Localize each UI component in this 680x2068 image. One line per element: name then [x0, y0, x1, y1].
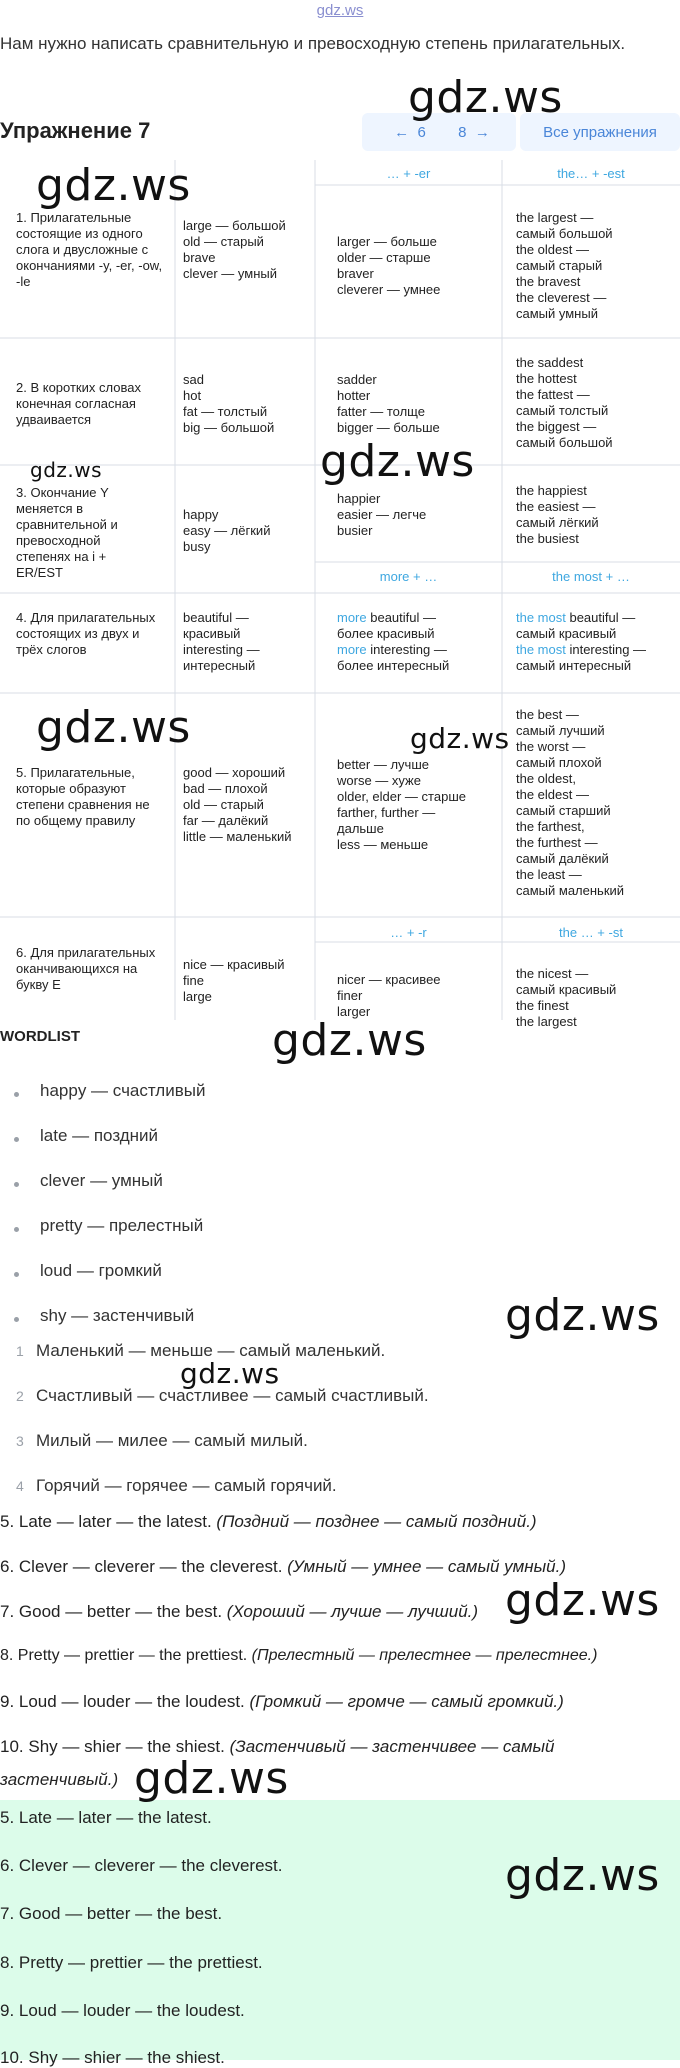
base-word: интересный — [183, 658, 256, 673]
header-superlative-est: the… + -est — [557, 166, 625, 181]
arrow-left-icon: ← — [394, 123, 410, 141]
comparative-word: older — старше — [337, 250, 431, 265]
base-cell — [183, 765, 313, 845]
comparative-word: fatter — толще — [337, 404, 425, 419]
superlative-word: the oldest — — [516, 242, 589, 257]
comparative-word: farther, further — — [337, 805, 436, 820]
numbered-item — [16, 1476, 337, 1496]
base-cell — [183, 507, 313, 555]
comparative-word: bigger — больше — [337, 420, 440, 435]
header-superlative-most: the most + … — [552, 569, 630, 584]
bullet-icon — [14, 1137, 19, 1142]
superlative-word: the furthest — — [516, 835, 598, 850]
prev-exercise-number: 6 — [417, 123, 426, 141]
watermark: gdz.ws — [134, 1753, 289, 1804]
superlative-word: самый толстый — [516, 403, 609, 418]
comparative-word: larger — [337, 1004, 371, 1019]
header-comparative-er: … + -er — [386, 166, 431, 181]
base-cell — [183, 957, 313, 1005]
superlative-word: самый красивый — [516, 626, 617, 641]
base-word: brave — [183, 250, 216, 265]
superlative-word: самый старый — [516, 258, 603, 273]
rule-cell: 1. Прилагательные состоящие из одного слога и двусложные с окончаниями -y, -er, -ow, -le — [16, 210, 163, 289]
header-superlative-st: the … + -st — [559, 925, 623, 940]
comparative-word: busier — [337, 523, 373, 538]
arrow-right-icon: → — [474, 123, 490, 141]
numbered-item — [16, 1431, 308, 1451]
translation: застенчивый.) — [0, 1770, 119, 1789]
bullet-icon — [14, 1227, 19, 1232]
answer-line: 6. Clever — cleverer — the cleverest. — [0, 1856, 283, 1875]
sentence-line — [0, 1647, 597, 1665]
comparative-word: finer — [337, 988, 363, 1003]
base-word: clever — умный — [183, 266, 277, 281]
translation: (Поздний — позднее — самый поздний.) — [216, 1512, 537, 1531]
comparative-word: braver — [337, 266, 374, 281]
base-word: bad — плохой — [183, 781, 268, 796]
sentence: 6. Clever — cleverer — the cleverest. — [0, 1557, 283, 1576]
superlative-cell — [516, 210, 676, 322]
comparative-cell — [337, 610, 497, 674]
base-word: good — хороший — [183, 765, 286, 780]
item-text: Горячий — горячее — самый горячий. — [36, 1476, 337, 1495]
translation: (Застенчивый — застенчивее — самый — [229, 1737, 555, 1756]
base-word: far — далёкий — [183, 813, 269, 828]
superlative-word: the hottest — [516, 371, 577, 386]
base-word: sad — [183, 372, 204, 387]
bullet-icon — [14, 1272, 19, 1277]
watermark: gdz.ws — [36, 160, 191, 211]
sentence: 8. Pretty — prettier — the prettiest. — [0, 1647, 248, 1664]
sentence-line-continued — [0, 1770, 118, 1790]
watermark: gdz.ws — [505, 1575, 660, 1626]
comparative-word: easier — легче — [337, 507, 427, 522]
translation: (Умный — умнее — самый умный.) — [287, 1557, 566, 1576]
superlative-word: the nicest — — [516, 966, 589, 981]
comparative-word: hotter — [337, 388, 371, 403]
answer-line: 7. Good — better — the best. — [0, 1904, 223, 1923]
sentence: 5. Late — later — the latest. — [0, 1512, 212, 1531]
superlative-word: самый старший — [516, 803, 611, 818]
superlative-word: the eldest — — [516, 787, 589, 802]
superlative-word: the finest — [516, 998, 569, 1013]
bullet-icon — [14, 1182, 19, 1187]
answer-line: 9. Loud — louder — the loudest. — [0, 2001, 245, 2020]
superlative-word: самый далёкий — [516, 851, 609, 866]
base-cell — [183, 218, 313, 282]
comparative-word: happier — [337, 491, 381, 506]
base-word: large — [183, 989, 212, 1004]
bullet-icon — [14, 1092, 19, 1097]
comparative-cell — [337, 972, 497, 1020]
superlative-word: самый лучший — [516, 723, 605, 738]
item-number: 2 — [16, 1388, 24, 1404]
all-exercises-label: Все упражнения — [543, 123, 657, 141]
comparative-word: more beautiful — — [337, 610, 436, 625]
item-text: Счастливый — счастливее — самый счастливый. — [36, 1386, 429, 1405]
superlative-word: самый плохой — [516, 755, 602, 770]
superlative-word: the easiest — — [516, 499, 596, 514]
sentence-line — [0, 1602, 478, 1622]
base-word: big — большой — [183, 420, 275, 435]
base-word: hot — [183, 388, 202, 403]
superlative-word: the bravest — [516, 274, 581, 289]
sentence-line — [0, 1557, 566, 1577]
base-word: nice — красивый — [183, 957, 285, 972]
superlative-word: the most beautiful — — [516, 610, 636, 625]
comparative-word: nicer — красивее — [337, 972, 441, 987]
base-word: beautiful — — [183, 610, 249, 625]
item-text: Милый — милее — самый милый. — [36, 1431, 308, 1450]
superlative-cell — [516, 610, 678, 674]
answer-line: 8. Pretty — prettier — the prettiest. — [0, 1953, 263, 1972]
sentence: 9. Loud — louder — the loudest. — [0, 1692, 245, 1711]
superlative-cell — [516, 483, 676, 547]
watermark: gdz.ws — [30, 458, 103, 482]
item-number: 4 — [16, 1478, 24, 1494]
superlative-word: the best — — [516, 707, 579, 722]
comparative-word: worse — хуже — [337, 773, 421, 788]
base-cell — [183, 372, 313, 436]
base-word: easy — лёгкий — [183, 523, 271, 538]
superlative-word: the farthest, — [516, 819, 585, 834]
rule-cell: 4. Для прилагательных состоящих из двух и трёх слогов — [16, 610, 156, 657]
watermark: gdz.ws — [320, 436, 475, 487]
superlative-word: the cleverest — — [516, 290, 607, 305]
translation: (Прелестный — прелестнее — прелестнее.) — [251, 1647, 598, 1664]
translation: (Громкий — громче — самый громкий.) — [249, 1692, 564, 1711]
rule-cell: 3. Окончание Y меняется в сравнительной и превосходной степенях на i + ER/EST — [16, 485, 118, 580]
superlative-word: самый большой — [516, 435, 613, 450]
wordlist-item: loud — громкий — [40, 1261, 162, 1280]
comparative-word: less — меньше — [337, 837, 429, 852]
superlative-cell — [516, 707, 676, 899]
comparative-word: более интересный — [337, 658, 450, 673]
superlative-word: the least — — [516, 867, 582, 882]
sentence-line — [0, 1692, 564, 1712]
answer-block — [0, 1800, 680, 2060]
superlative-word: the largest — [516, 1014, 577, 1029]
wordlist-item: late — поздний — [40, 1126, 159, 1145]
comparative-word: more interesting — — [337, 642, 447, 657]
superlative-word: the largest — — [516, 210, 594, 225]
next-exercise-number: 8 — [458, 123, 467, 141]
sentence: 7. Good — better — the best. — [0, 1602, 223, 1621]
sentence-line — [0, 1512, 537, 1532]
base-word: красивый — [183, 626, 241, 641]
header-comparative-r: … + -r — [390, 925, 427, 940]
site-link[interactable]: gdz.ws — [316, 2, 364, 19]
wordlist-title: WORDLIST — [0, 1028, 80, 1045]
superlative-word: the biggest — — [516, 419, 597, 434]
wordlist-item: clever — умный — [40, 1171, 163, 1190]
base-word: happy — [183, 507, 219, 522]
comparative-word: cleverer — умнее — [337, 282, 441, 297]
watermark: gdz.ws — [36, 702, 191, 753]
superlative-word: the most interesting — — [516, 642, 647, 657]
comparative-cell — [337, 234, 497, 298]
base-word: old — старый — [183, 234, 264, 249]
superlative-cell — [516, 966, 676, 1030]
base-word: large — большой — [183, 218, 286, 233]
base-word: interesting — — [183, 642, 260, 657]
watermark: gdz.ws — [410, 722, 510, 755]
base-word: busy — [183, 539, 211, 554]
answer-line: 10. Shy — shier — the shiest. — [0, 2048, 225, 2067]
superlative-word: самый красивый — [516, 982, 617, 997]
superlative-word: the oldest, — [516, 771, 576, 786]
base-word: fat — толстый — [183, 404, 268, 419]
base-word: little — маленький — [183, 829, 292, 844]
base-word: fine — [183, 973, 204, 988]
superlative-word: самый умный — [516, 306, 598, 321]
exercise-title: Упражнение 7 — [0, 118, 151, 143]
sentence: 10. Shy — shier — the shiest. — [0, 1737, 225, 1756]
item-number: 1 — [16, 1343, 24, 1359]
superlative-word: the fattest — — [516, 387, 590, 402]
comparative-cell — [337, 491, 497, 539]
rule-cell: 6. Для прилагательных оканчивающихся на букву E — [16, 945, 156, 992]
base-word: old — старый — [183, 797, 264, 812]
superlative-word: the worst — — [516, 739, 586, 754]
watermark: gdz.ws — [180, 1357, 280, 1390]
superlative-word: самый интересный — [516, 658, 632, 673]
item-number: 3 — [16, 1433, 24, 1449]
intro-text: Нам нужно написать сравнительную и превосходную степень прилагательных. — [0, 34, 626, 53]
watermark: gdz.ws — [272, 1015, 427, 1066]
wordlist-item: shy — застенчивый — [40, 1306, 195, 1325]
base-cell — [183, 610, 313, 674]
item-text: Маленький — меньше — самый маленький. — [36, 1341, 386, 1360]
watermark: gdz.ws — [505, 1290, 660, 1341]
comparative-cell — [337, 757, 497, 853]
rule-cell: 2. В коротких словах конечная согласная удваивается — [16, 380, 141, 427]
superlative-word: самый лёгкий — [516, 515, 599, 530]
comparative-word: sadder — [337, 372, 377, 387]
watermark: gdz.ws — [505, 1850, 660, 1901]
watermark: gdz.ws — [408, 72, 563, 123]
wordlist-item: pretty — прелестный — [40, 1216, 204, 1235]
comparative-word: более красивый — [337, 626, 435, 641]
comparative-word: дальше — [337, 821, 384, 836]
translation: (Хороший — лучше — лучший.) — [226, 1602, 479, 1621]
comparative-word: better — лучше — [337, 757, 429, 772]
rule-cell: 5. Прилагательные, которые образуют степени сравнения не по общему правилу — [16, 765, 150, 828]
superlative-word: самый большой — [516, 226, 613, 241]
header-comparative-more: more + … — [379, 569, 438, 584]
bullet-icon — [14, 1317, 19, 1322]
superlative-word: the happiest — [516, 483, 587, 498]
superlative-word: the busiest — [516, 531, 579, 546]
answer-line: 5. Late — later — the latest. — [0, 1808, 212, 1827]
wordlist-item: happy — счастливый — [40, 1081, 206, 1100]
comparative-word: larger — больше — [337, 234, 437, 249]
superlative-cell — [516, 355, 676, 451]
superlative-word: самый маленький — [516, 883, 625, 898]
comparative-word: older, elder — старше — [337, 789, 466, 804]
comparative-cell — [337, 372, 497, 436]
superlative-word: the saddest — [516, 355, 584, 370]
